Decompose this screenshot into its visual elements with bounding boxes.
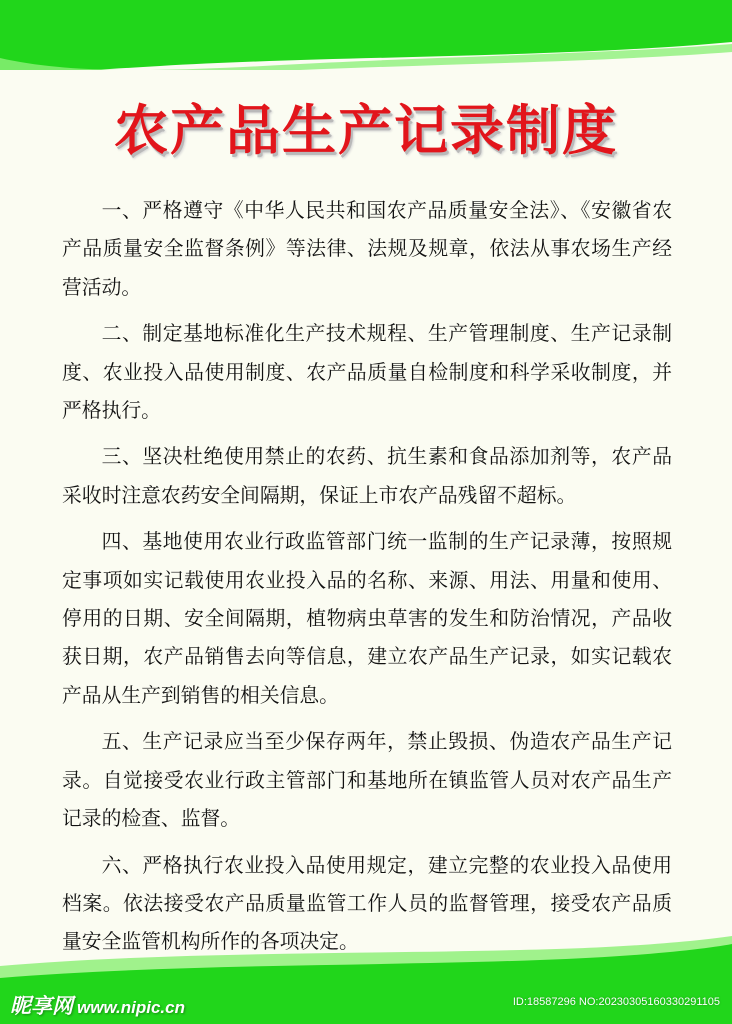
- paragraph-5: 五、生产记录应当至少保存两年，禁止毁损、伪造农产品生产记录。自觉接受农业行政主管部门和基地所在镇监管人员对农产品生产记录的检查、监督。: [62, 730, 672, 831]
- paragraph-6: 六、严格执行农业投入品使用规定，建立完整的农业投入品使用档案。依法接受农产品质量监管工作人员的监督管理，接受农产品质量安全监管机构所作的各项决定。: [62, 853, 672, 954]
- regulation-body: [62, 192, 672, 970]
- image-id-label: ID:18587296 NO:20230305160330291105: [512, 996, 720, 1008]
- paragraph-3: 三、坚决杜绝使用禁止的农药、抗生素和食品添加剂等，农产品采收时注意农药安全间隔期，保证上市农产品残留不超标。: [62, 445, 672, 507]
- watermark-url: www.nipic.cn: [77, 998, 185, 1017]
- paragraph-4: 四、基地使用农业行政监管部门统一监制的生产记录薄，按照规定事项如实记载使用农业投入品的名称、来源、用法、用量和使用、停用的日期、安全间隔期，植物病虫草害的发生和防治情况，产品收获日期，农产品销售去向等信息，建立农产品生产记录，如实记载农产品从生产到销售的相关信息。: [62, 530, 672, 707]
- top-green-band: [0, 0, 732, 70]
- watermark-logo: [10, 990, 185, 1020]
- paragraph-1: 一、严格遵守《中华人民共和国农产品质量安全法》、《安徽省农产品质量安全监督条例》等法律、法规及规章，依法从事农场生产经营活动。: [62, 199, 672, 299]
- watermark-brand: 昵享网: [10, 995, 73, 1018]
- page-title: 农产品生产记录制度: [114, 99, 618, 162]
- paragraph-2: 二、制定基地标准化生产技术规程、生产管理制度、生产记录制度、农业投入品使用制度、农产品质量自检制度和科学采收制度，并严格执行。: [62, 322, 672, 423]
